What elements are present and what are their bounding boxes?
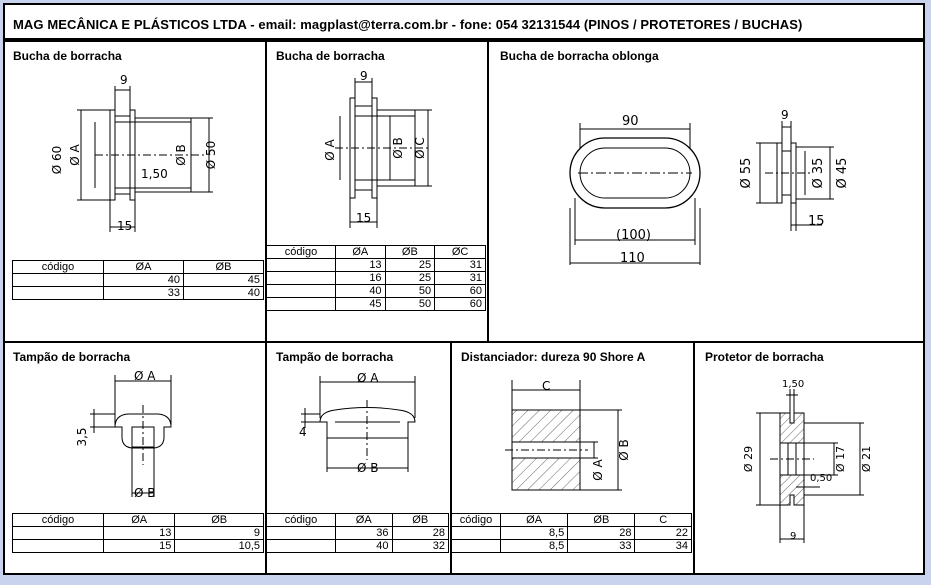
table-cell: 40 xyxy=(184,287,264,300)
th-codigo: código xyxy=(452,514,501,527)
dim-90: 90 xyxy=(622,114,639,129)
oblong-drawing xyxy=(560,108,900,273)
table-p5 xyxy=(266,513,449,553)
th-dA: ØA xyxy=(104,514,175,527)
dim-dB: Ø B xyxy=(617,439,631,461)
table-cell: 40 xyxy=(336,540,393,553)
dim-d29: Ø 29 xyxy=(742,445,755,473)
th-dA: ØA xyxy=(501,514,568,527)
bushing-drawing-1 xyxy=(35,70,235,245)
dim-150: 1,50 xyxy=(782,379,805,390)
dim-dA: Ø A xyxy=(591,459,605,481)
table-cell: 60 xyxy=(435,298,486,311)
table-cell xyxy=(13,527,104,540)
panel1-title: Bucha de borracha xyxy=(13,49,122,63)
dim-dB: Ø B xyxy=(134,486,156,500)
th-codigo: código xyxy=(13,261,104,274)
th-codigo: código xyxy=(267,246,336,259)
table-p2 xyxy=(266,245,486,311)
table-cell xyxy=(13,540,104,553)
dim-d35: Ø 35 xyxy=(811,157,826,189)
plug-drawing-1 xyxy=(70,365,220,505)
dim-dA: Ø A xyxy=(323,139,337,161)
table-cell: 36 xyxy=(336,527,393,540)
dim-9: 9 xyxy=(120,73,128,87)
dim-dB: Ø B xyxy=(391,137,405,159)
table-cell: 28 xyxy=(392,527,449,540)
th-dB: ØB xyxy=(568,514,635,527)
th-codigo: código xyxy=(13,514,104,527)
dim-9: 9 xyxy=(790,531,797,542)
divider-v5 xyxy=(693,341,695,575)
dim-100: (100) xyxy=(616,228,651,243)
table-cell xyxy=(267,298,336,311)
dim-dB: Ø B xyxy=(174,144,188,166)
table-cell: 60 xyxy=(435,285,486,298)
dim-15: 15 xyxy=(808,214,825,229)
divider-middle xyxy=(5,341,923,343)
th-dA: ØA xyxy=(104,261,184,274)
table-cell xyxy=(267,285,336,298)
table-cell xyxy=(267,527,336,540)
th-codigo: código xyxy=(267,514,336,527)
table-cell: 13 xyxy=(104,527,175,540)
table-cell xyxy=(13,274,104,287)
table-cell: 10,5 xyxy=(175,540,264,553)
header-title: MAG MECÂNICA E PLÁSTICOS LTDA - email: magplast@terra.com.br - fone: 054 32131544 (PINOS / PROTETORES / BUCHAS) xyxy=(13,17,803,32)
table-cell xyxy=(452,540,501,553)
table-cell xyxy=(13,287,104,300)
dim-9: 9 xyxy=(781,108,789,122)
table-cell: 33 xyxy=(568,540,635,553)
table-cell: 50 xyxy=(385,298,435,311)
table-p6 xyxy=(451,513,692,553)
table-cell: 15 xyxy=(104,540,175,553)
dim-d45: Ø 45 xyxy=(835,157,850,189)
th-dB: ØB xyxy=(385,246,435,259)
dim-dA: Ø A xyxy=(68,144,82,166)
th-dA: ØA xyxy=(336,514,393,527)
dim-C: C xyxy=(542,379,551,393)
panel2-title: Bucha de borracha xyxy=(276,49,385,63)
table-cell xyxy=(267,540,336,553)
th-dC: ØC xyxy=(435,246,486,259)
table-cell xyxy=(267,259,336,272)
dim-d21: Ø 21 xyxy=(860,445,873,473)
panel3-title: Bucha de borracha oblonga xyxy=(500,49,659,63)
panel5-title: Tampão de borracha xyxy=(276,350,394,364)
header-bar xyxy=(5,5,923,40)
table-cell: 25 xyxy=(385,259,435,272)
divider-top xyxy=(5,40,923,42)
plug-drawing-2 xyxy=(295,370,445,480)
panel4-title: Tampão de borracha xyxy=(13,350,131,364)
table-p4 xyxy=(12,513,264,553)
th-dB: ØB xyxy=(392,514,449,527)
table-cell: 25 xyxy=(385,272,435,285)
table-cell: 16 xyxy=(336,272,386,285)
table-p1 xyxy=(12,260,264,300)
dim-dA: Ø A xyxy=(357,371,379,385)
table-cell: 33 xyxy=(104,287,184,300)
dim-050: 0,50 xyxy=(810,473,833,484)
table-cell: 31 xyxy=(435,259,486,272)
th-C: C xyxy=(635,514,692,527)
dim-150: 1,50 xyxy=(141,167,168,181)
table-cell: 34 xyxy=(635,540,692,553)
table-cell: 40 xyxy=(336,285,386,298)
dim-110: 110 xyxy=(620,251,645,266)
dim-d60: Ø 60 xyxy=(50,145,64,175)
dim-15: 15 xyxy=(356,211,372,225)
table-cell: 8,5 xyxy=(501,527,568,540)
table-cell: 31 xyxy=(435,272,486,285)
table-cell xyxy=(267,272,336,285)
table-cell: 9 xyxy=(175,527,264,540)
dim-dB: Ø B xyxy=(357,461,379,475)
th-dA: ØA xyxy=(336,246,386,259)
panel7-title: Protetor de borracha xyxy=(705,350,824,364)
table-cell: 28 xyxy=(568,527,635,540)
bushing-drawing-2 xyxy=(310,70,470,230)
dim-15: 15 xyxy=(117,219,133,233)
spacer-drawing xyxy=(500,370,650,495)
table-cell: 13 xyxy=(336,259,386,272)
table-cell: 22 xyxy=(635,527,692,540)
dim-35: 3,5 xyxy=(75,427,89,447)
dim-d55: Ø 55 xyxy=(739,157,754,189)
panel6-title: Distanciador: dureza 90 Shore A xyxy=(461,350,646,364)
dim-4: 4 xyxy=(299,425,307,439)
divider-v2 xyxy=(487,40,489,341)
dim-d17: Ø 17 xyxy=(834,445,847,473)
table-cell: 50 xyxy=(385,285,435,298)
table-cell: 40 xyxy=(104,274,184,287)
table-cell xyxy=(452,527,501,540)
table-cell: 45 xyxy=(184,274,264,287)
catalog-sheet xyxy=(3,3,925,575)
table-cell: 45 xyxy=(336,298,386,311)
protector-drawing xyxy=(730,375,890,550)
dim-dC: Ø C xyxy=(413,137,427,159)
dim-d50: Ø 50 xyxy=(204,140,218,170)
table-cell: 8,5 xyxy=(501,540,568,553)
th-dB: ØB xyxy=(184,261,264,274)
table-cell: 32 xyxy=(392,540,449,553)
dim-dA: Ø A xyxy=(134,369,156,383)
dim-9: 9 xyxy=(360,69,368,83)
th-dB: ØB xyxy=(175,514,264,527)
